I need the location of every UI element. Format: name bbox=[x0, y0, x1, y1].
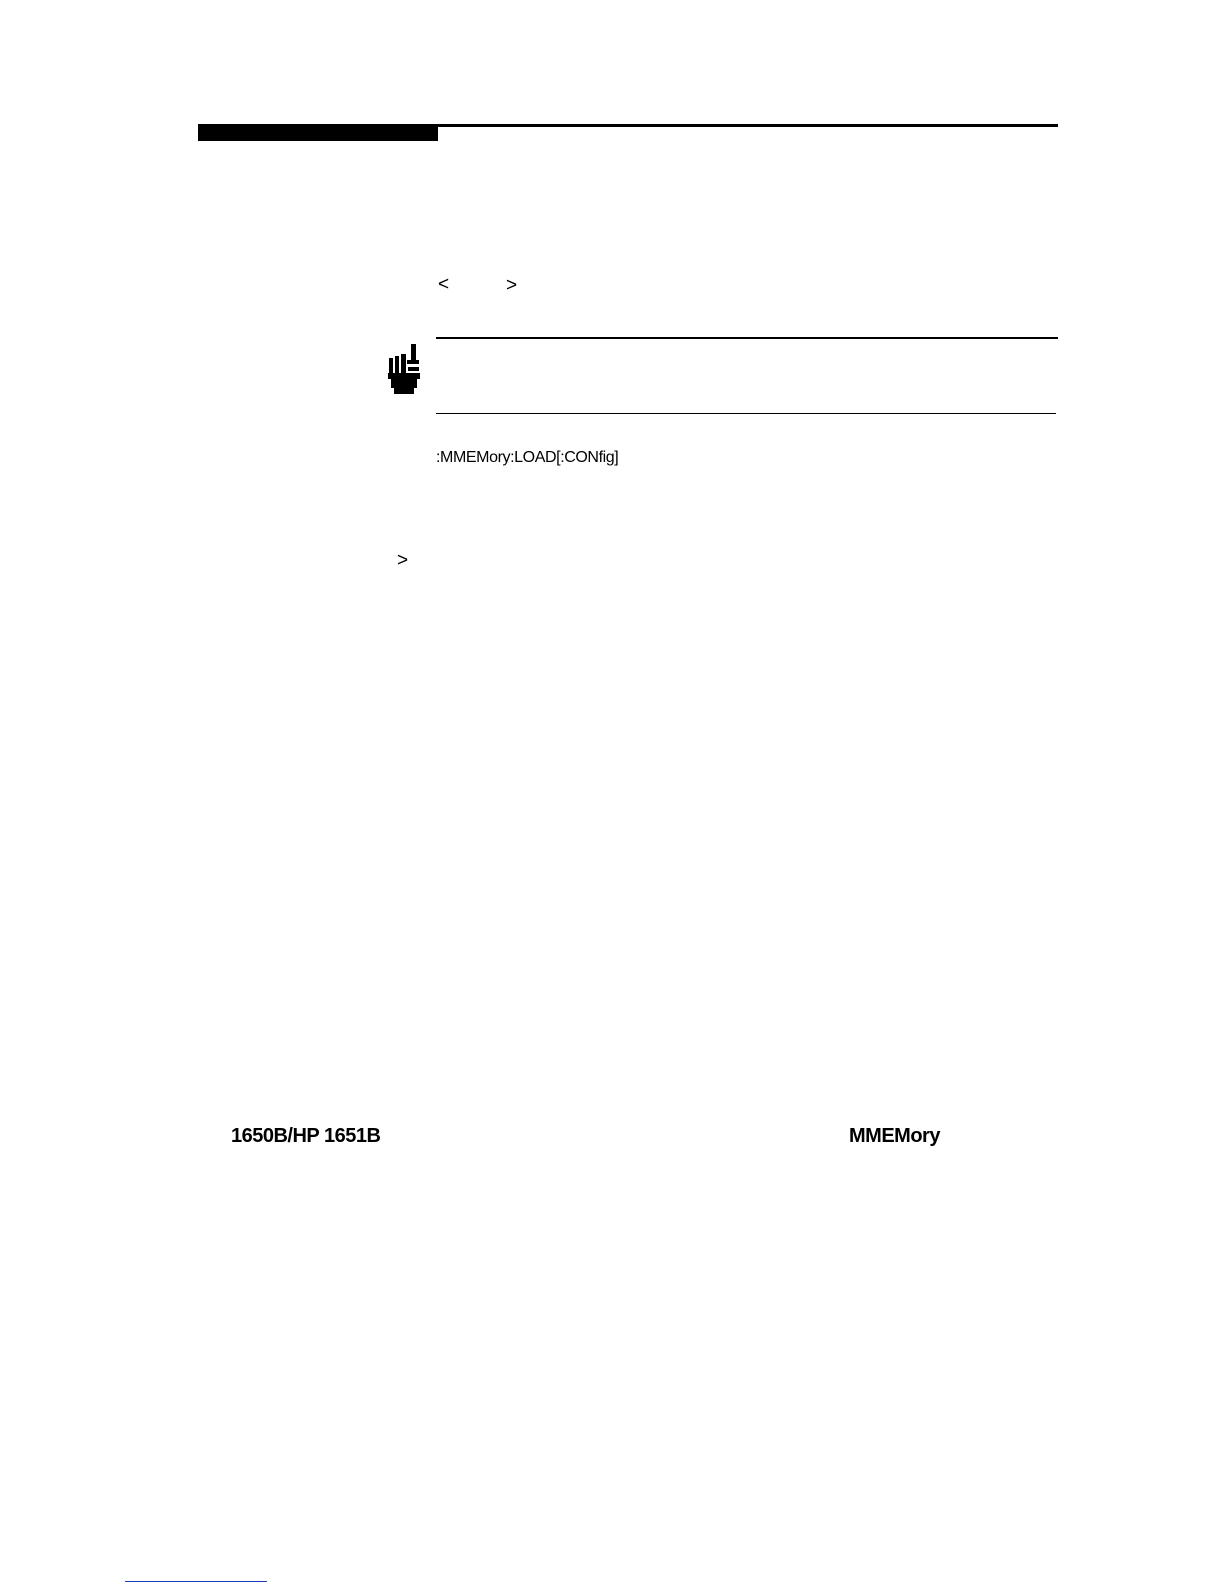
pointing-hand-icon bbox=[386, 344, 422, 396]
note-rule-bottom bbox=[436, 413, 1056, 414]
note-rule-top bbox=[436, 337, 1058, 339]
gt-symbol: > bbox=[506, 275, 518, 296]
link-underline bbox=[125, 1581, 267, 1582]
footer-model: 1650B/HP 1651B bbox=[231, 1125, 381, 1147]
header-rule bbox=[436, 124, 1058, 127]
command-syntax: :MMEMory:LOAD[:CONfig] bbox=[436, 449, 619, 466]
gt-symbol-parameter: > bbox=[397, 550, 409, 571]
lt-symbol: < bbox=[438, 274, 450, 295]
header-black-tab bbox=[198, 124, 438, 141]
footer-subsystem: MMEMory bbox=[849, 1125, 940, 1147]
